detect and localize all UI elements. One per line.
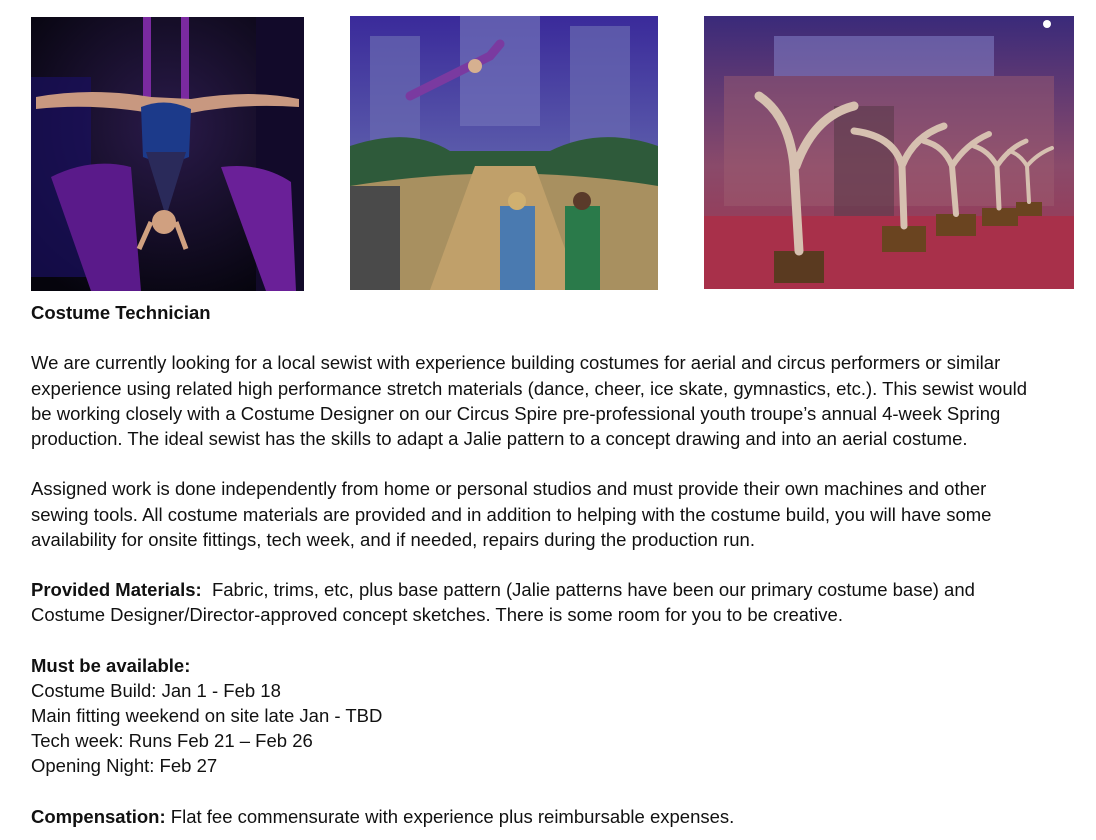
assigned-line: Assigned work is done independently from home or personal studios and must provide their own machines and other xyxy=(31,478,987,500)
intro-line: experience using related high performance stretch materials (dance, cheer, ice skate, gymnastics, etc.). This sewist would xyxy=(31,377,1028,399)
compensation-section xyxy=(31,804,1081,829)
circus-leap-castle-set-photo xyxy=(350,16,658,290)
job-posting-body xyxy=(31,300,1081,829)
provided-materials-text: Fabric, trims, etc, plus base pattern (Jalie patterns have been our primary costume base) and xyxy=(201,579,975,601)
availability-item: Opening Night: Feb 27 xyxy=(31,755,218,777)
availability-section xyxy=(31,653,1081,779)
availability-item: Costume Build: Jan 1 - Feb 18 xyxy=(31,679,281,701)
handstand-line-on-boxes-photo xyxy=(704,16,1074,289)
intro-paragraph xyxy=(31,350,1081,451)
assigned-line: sewing tools. All costume materials are provided and in addition to helping with the costume build, you will have some xyxy=(31,503,992,525)
provided-materials-section xyxy=(31,577,1081,627)
provided-materials-label: Provided Materials: xyxy=(31,579,202,601)
intro-line: be working closely with a Costume Designer on our Circus Spire pre-professional youth troupe’s annual 4-week Spring xyxy=(31,402,1001,424)
intro-line: We are currently looking for a local sewist with experience building costumes for aerial and circus performers or similar xyxy=(31,352,1001,374)
provided-materials-text: Costume Designer/Director-approved concept sketches. There is some room for you to be creative. xyxy=(31,604,843,626)
page-title: Costume Technician xyxy=(31,302,211,323)
assigned-line: availability for onsite fittings, tech week, and if needed, repairs during the production run. xyxy=(31,528,755,550)
assigned-work-paragraph xyxy=(31,476,1081,552)
compensation-label: Compensation: xyxy=(31,805,166,827)
availability-item: Main fitting weekend on site late Jan - TBD xyxy=(31,705,383,726)
intro-line: production. The ideal sewist has the skills to adapt a Jalie pattern to a concept drawing and into an aerial costume. xyxy=(31,427,968,449)
availability-label: Must be available: xyxy=(31,654,191,676)
aerial-silks-performer-photo xyxy=(31,17,304,291)
compensation-text: Flat fee commensurate with experience plus reimbursable expenses. xyxy=(165,805,735,827)
availability-item: Tech week: Runs Feb 21 – Feb 26 xyxy=(31,730,313,752)
